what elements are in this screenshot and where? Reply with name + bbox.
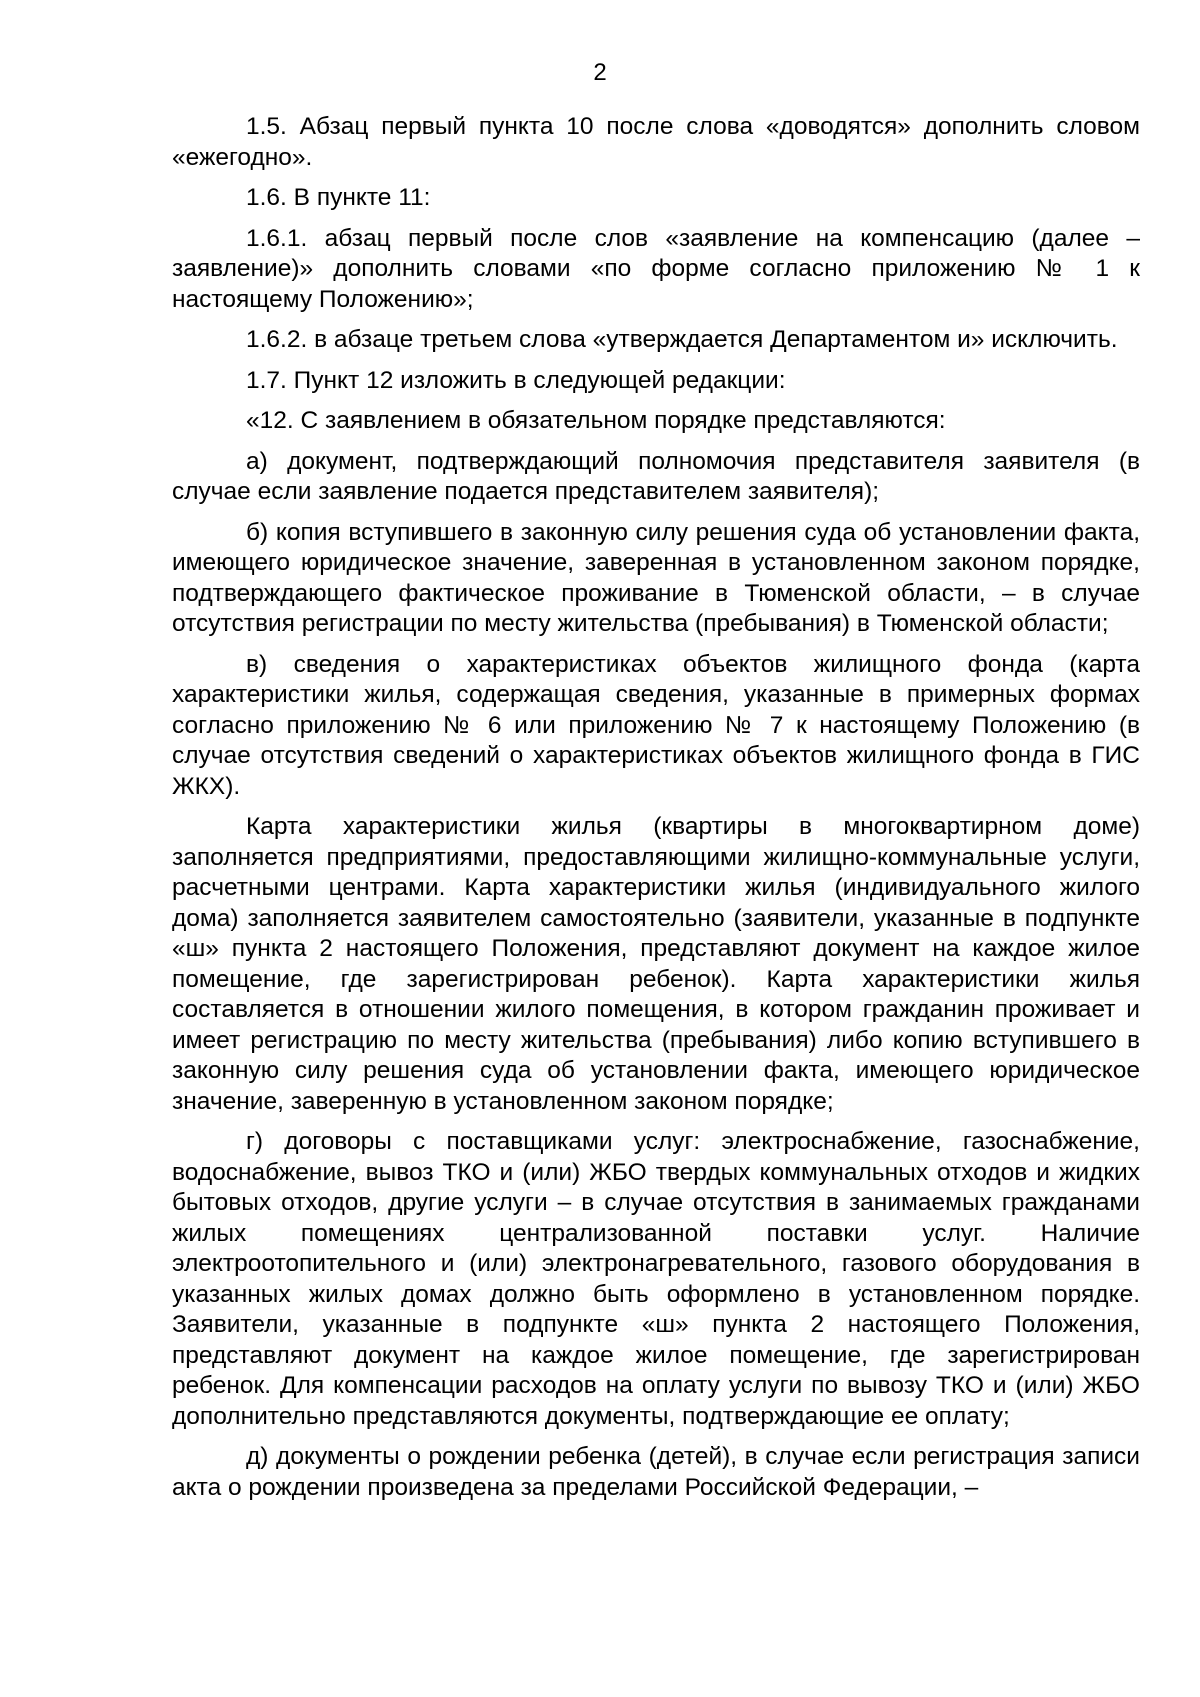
paragraph-1-6-1: 1.6.1. абзац первый после слов «заявление на компенсацию (далее – заявление)» дополнить словами «по форме согласно приложению № 1 к настоящему Положению»; [172,224,1140,313]
paragraph-1-5: 1.5. Абзац первый пункта 10 после слова «доводятся» дополнить словом «ежегодно». [172,113,1140,171]
paragraph-12-d: д) документы о рождении ребенка (детей), в случае если регистрация записи акта о рождении произведена за пределами Российской Федерации, – [172,1443,1140,1501]
paragraph-12-v: в) сведения о характеристиках объектов жилищного фонда (карта характеристики жилья, содержащая сведения, указанные в примерных формах согласно приложению № 6 или приложению № 7 к настоящему Положению (в случае отсутствия сведений о характеристиках объектов жилищного фонда в ГИС ЖКХ). [172,650,1140,800]
paragraph-1-7: 1.7. Пункт 12 изложить в следующей редакции: [246,366,786,394]
paragraph-12-intro: «12. С заявлением в обязательном порядке представляются: [246,407,946,434]
paragraph-12-g: г) договоры с поставщиками услуг: электроснабжение, газоснабжение, водоснабжение, вывоз ТКО и (или) ЖБО твердых коммунальных отходов и жидких бытовых отходов, другие услуги – в случае отсутствия в занимаемых гражданами жилых помещениях централизованной поставки услуг. Наличие электроотопительного и (или) электронагревательного, газового оборудования в указанных жилых домах должно быть оформлено в установленном порядке. Заявители, указанные в подпункте «ш» пункта 2 настоящего Положения, представляют документ на каждое жилое помещение, где зарегистрирован ребенок. Для компенсации расходов на оплату услуги по вывозу ТКО и (или) ЖБО дополнительно представляются документы, подтверждающие ее оплату; [172,1128,1140,1430]
document-body [172,112,1140,1513]
paragraph-12-b: б) копия вступившего в законную силу решения суда об установлении факта, имеющего юридическое значение, заверенная в установленном законом порядке, подтверждающего фактическое проживание в Тюменской области, – в случае отсутствия регистрации по месту жительства (пребывания) в Тюменской области; [172,518,1140,637]
paragraph-1-6: 1.6. В пункте 11: [246,184,431,211]
paragraph-housing-card: Карта характеристики жилья (квартиры в многоквартирном доме) заполняется предприятиями, предоставляющими жилищно-коммунальные услуги, расчетными центрами. Карта характеристики жилья (индивидуального жилого дома) заполняется заявителем самостоятельно (заявители, указанные в подпункте «ш» пункта 2 настоящего Положения, представляют документ на каждое жилое помещение, где зарегистрирован ребенок). Карта характеристики жилья составляется в отношении жилого помещения, в котором гражданин проживает и имеет регистрацию по месту жительства (пребывания) либо копию вступившего в законную силу решения суда об установлении факта, имеющего юридическое значение, заверенную в установленном законом порядке; [172,813,1140,1115]
paragraph-1-6-2: 1.6.2. в абзаце третьем слова «утверждается Департаментом и» исключить. [246,326,1118,353]
page-number: 2 [593,59,607,86]
paragraph-12-a: а) документ, подтверждающий полномочия представителя заявителя (в случае если заявление подается представителем заявителя); [172,447,1140,505]
